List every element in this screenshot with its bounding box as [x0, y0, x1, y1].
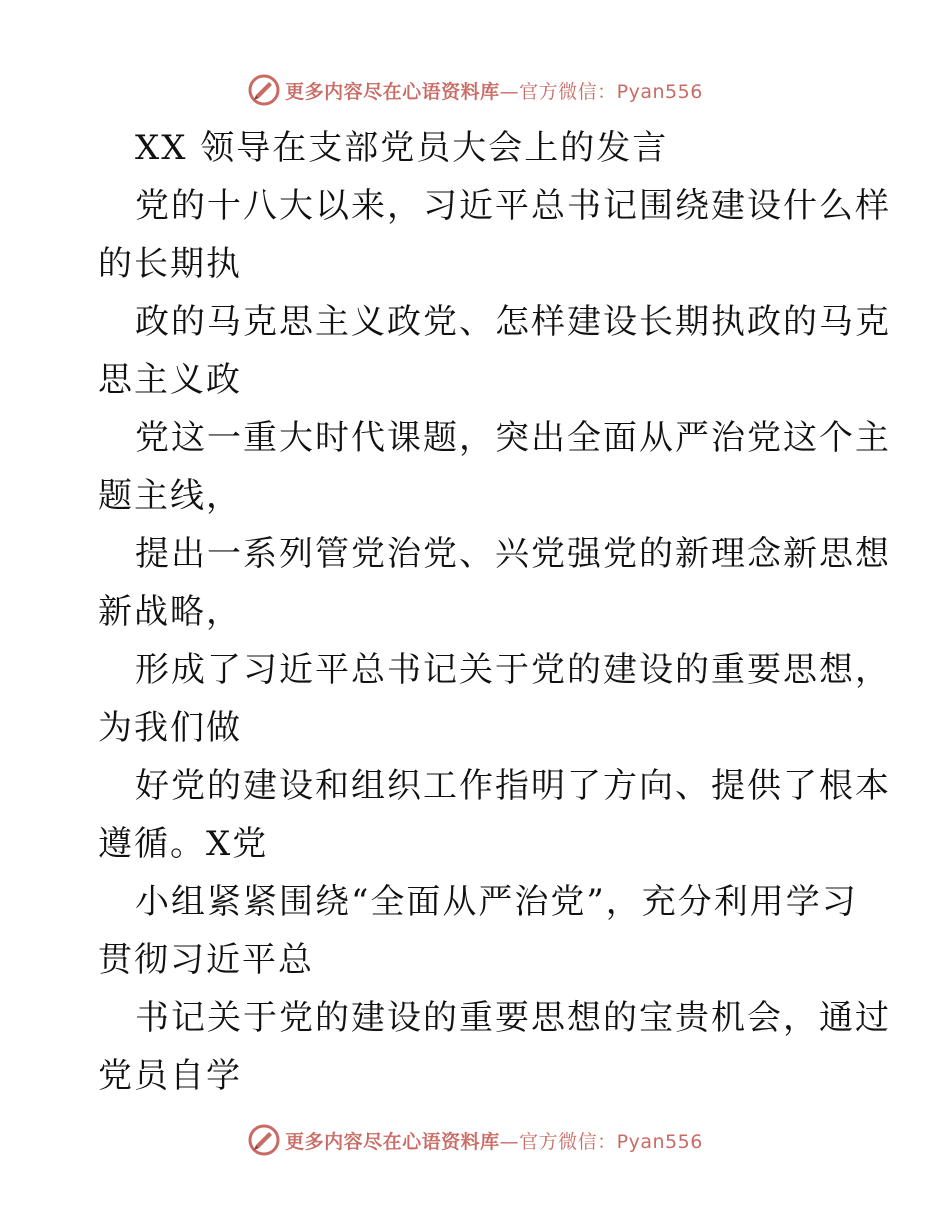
footer-watermark [0, 1120, 950, 1160]
paragraph-line: 小组紧紧围绕“全面从严治党”，充分利用学习 [135, 882, 858, 922]
paragraph-line: 提出一系列管党治党、兴党强党的新理念新思想 [135, 534, 891, 574]
paragraph-line: 新战略， [98, 592, 242, 632]
paragraph-line: 形成了习近平总书记关于党的建设的重要思想， [135, 650, 891, 690]
paragraph-line: 书记关于党的建设的重要思想的宝贵机会，通过 [135, 998, 891, 1038]
watermark-contact: —官方微信：Pyan556 [499, 1130, 703, 1153]
document-title: XX 领导在支部党员大会上的发言 [135, 128, 669, 168]
paragraph-line: 好党的建设和组织工作指明了方向、提供了根本 [135, 766, 891, 806]
pen-logo-icon [247, 1123, 281, 1157]
watermark-text [285, 77, 703, 104]
watermark-brand: 更多内容尽在心语资料库 [285, 1130, 500, 1153]
watermark-text [285, 1127, 703, 1154]
paragraph-line: 党员自学 [98, 1056, 242, 1096]
paragraph-line: 党这一重大时代课题，突出全面从严治党这个主 [135, 418, 891, 458]
paragraph-line: 贯彻习近平总 [98, 940, 314, 980]
watermark-contact: —官方微信：Pyan556 [499, 80, 703, 103]
paragraph-line: 遵循。X党 [98, 824, 269, 864]
paragraph-line: 的长期执 [98, 244, 242, 284]
paragraph-line: 政的马克思主义政党、怎样建设长期执政的马克 [135, 302, 891, 342]
paragraph-line: 思主义政 [98, 360, 242, 400]
pen-logo-icon [247, 73, 281, 107]
paragraph-line: 为我们做 [98, 708, 242, 748]
watermark-brand: 更多内容尽在心语资料库 [285, 80, 500, 103]
paragraph-line: 题主线， [98, 476, 242, 516]
header-watermark [0, 70, 950, 110]
paragraph-line: 党的十八大以来，习近平总书记围绕建设什么样 [135, 186, 891, 226]
